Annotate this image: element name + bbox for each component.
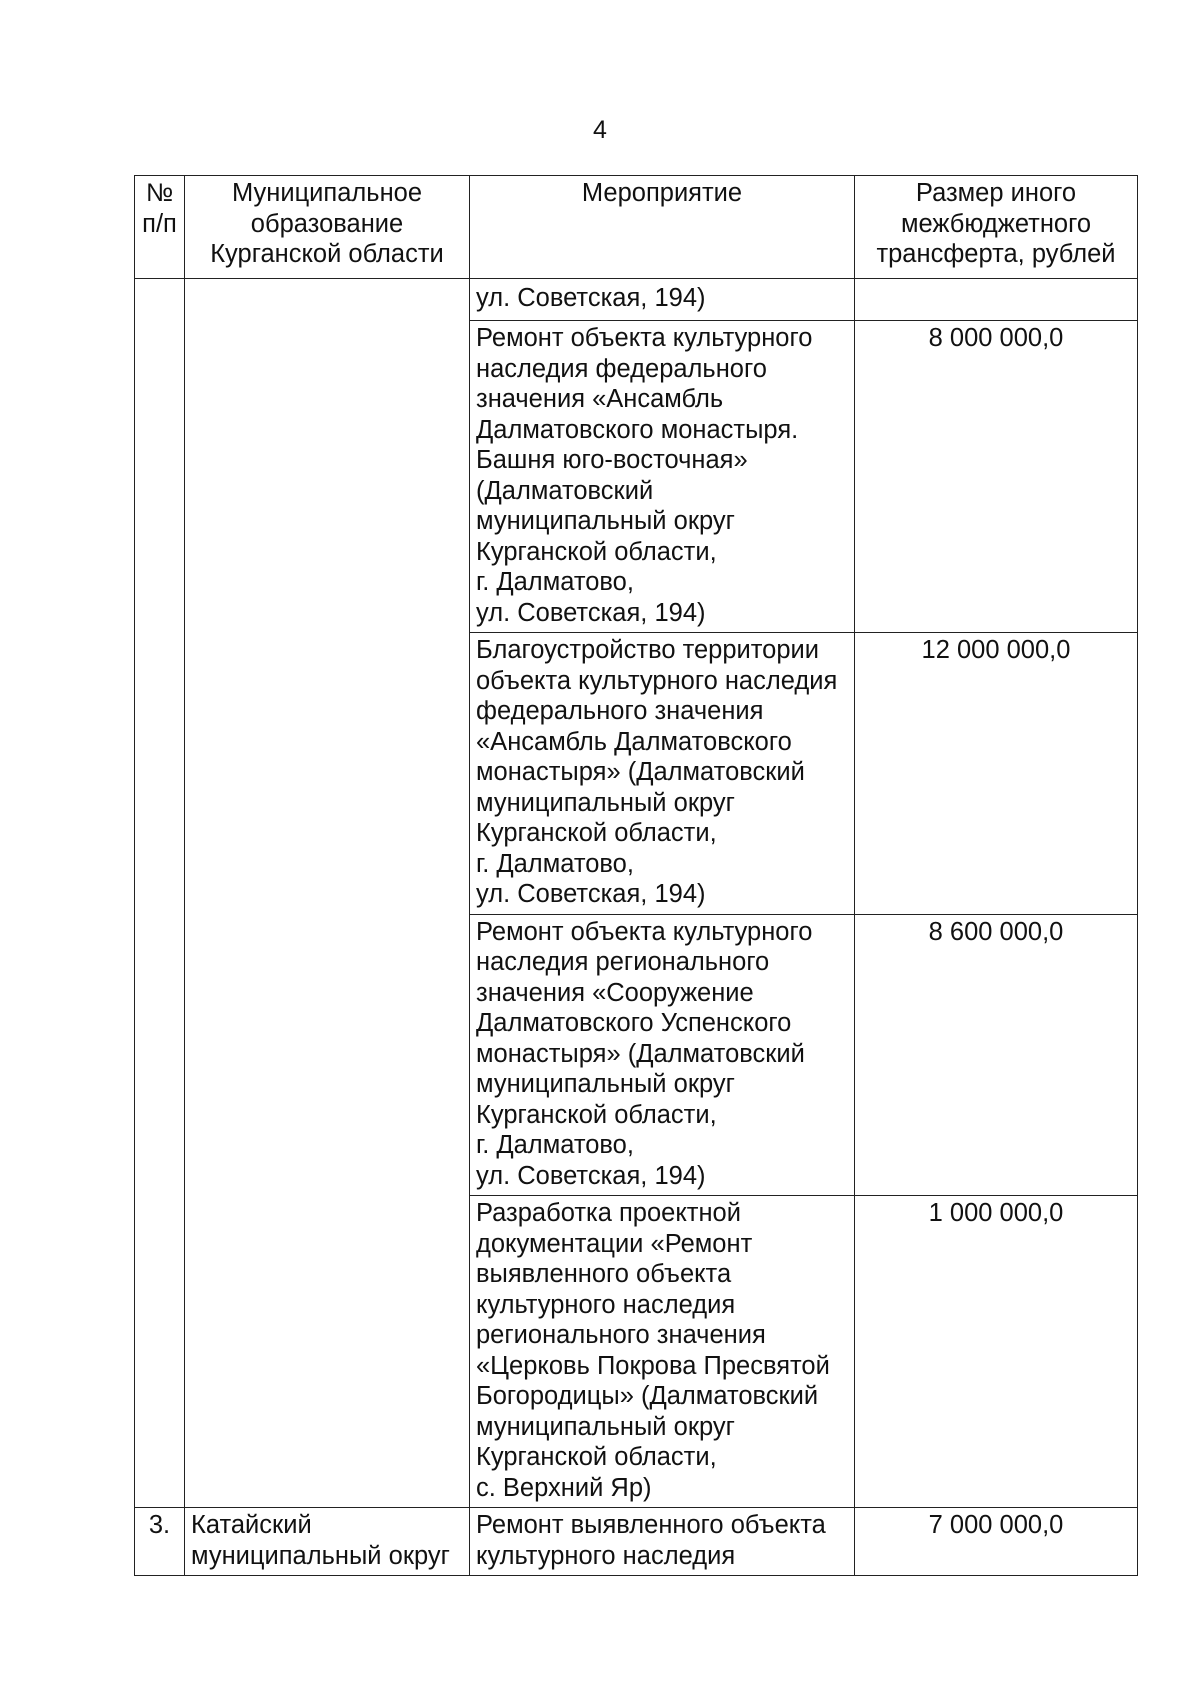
page-number: 4 [593,116,607,144]
table-row [135,1508,1138,1576]
row-amount-cell: 12 000 000,0 [855,633,1138,915]
row-amount-cell: 1 000 000,0 [855,1196,1138,1508]
row-amount-cell: 8 600 000,0 [855,914,1138,1196]
row-num-cell [135,279,185,1508]
row-activity-cell: Разработка проектной документации «Ремонт выявленного объекта культурного наследия регионального значения «Церковь Покрова Пресвятой Богородицы» (Далматовский муниципальный округ Курганской области, с. Верхний Яр) [470,1196,855,1508]
row-amount-cell [855,279,1138,321]
row-activity-cell: Благоустройство территории объекта культурного наследия федерального значения «Ансамбль Далматовского монастыря» (Далматовский муниципальный округ Курганской области, г. Далматово, ул. Советская, 194) [470,633,855,915]
header-municipality: Муниципальное образование Курганской области [185,176,470,279]
header-activity: Мероприятие [470,176,855,279]
row-municipality-cell: Катайский муниципальный округ [185,1508,470,1576]
header-amount: Размер иного межбюджетного трансферта, рублей [855,176,1138,279]
row-activity-cell: ул. Советская, 194) [470,279,855,321]
row-activity-cell: Ремонт объекта культурного наследия регионального значения «Сооружение Далматовского Успенского монастыря» (Далматовский муниципальный округ Курганской области, г. Далматово, ул. Советская, 194) [470,914,855,1196]
table-header-row [135,176,1138,279]
row-num-cell: 3. [135,1508,185,1576]
row-activity-cell: Ремонт выявленного объекта культурного наследия [470,1508,855,1576]
row-municipality-cell [185,279,470,1508]
row-amount-cell: 7 000 000,0 [855,1508,1138,1576]
row-activity-cell: Ремонт объекта культурного наследия федерального значения «Ансамбль Далматовского монастыря. Башня юго-восточная» (Далматовский муниципальный округ Курганской области, г. Далматово, ул. Советская, 194) [470,321,855,633]
transfers-table [134,175,1138,1576]
table-row [135,279,1138,321]
row-amount-cell: 8 000 000,0 [855,321,1138,633]
header-num: № п/п [135,176,185,279]
